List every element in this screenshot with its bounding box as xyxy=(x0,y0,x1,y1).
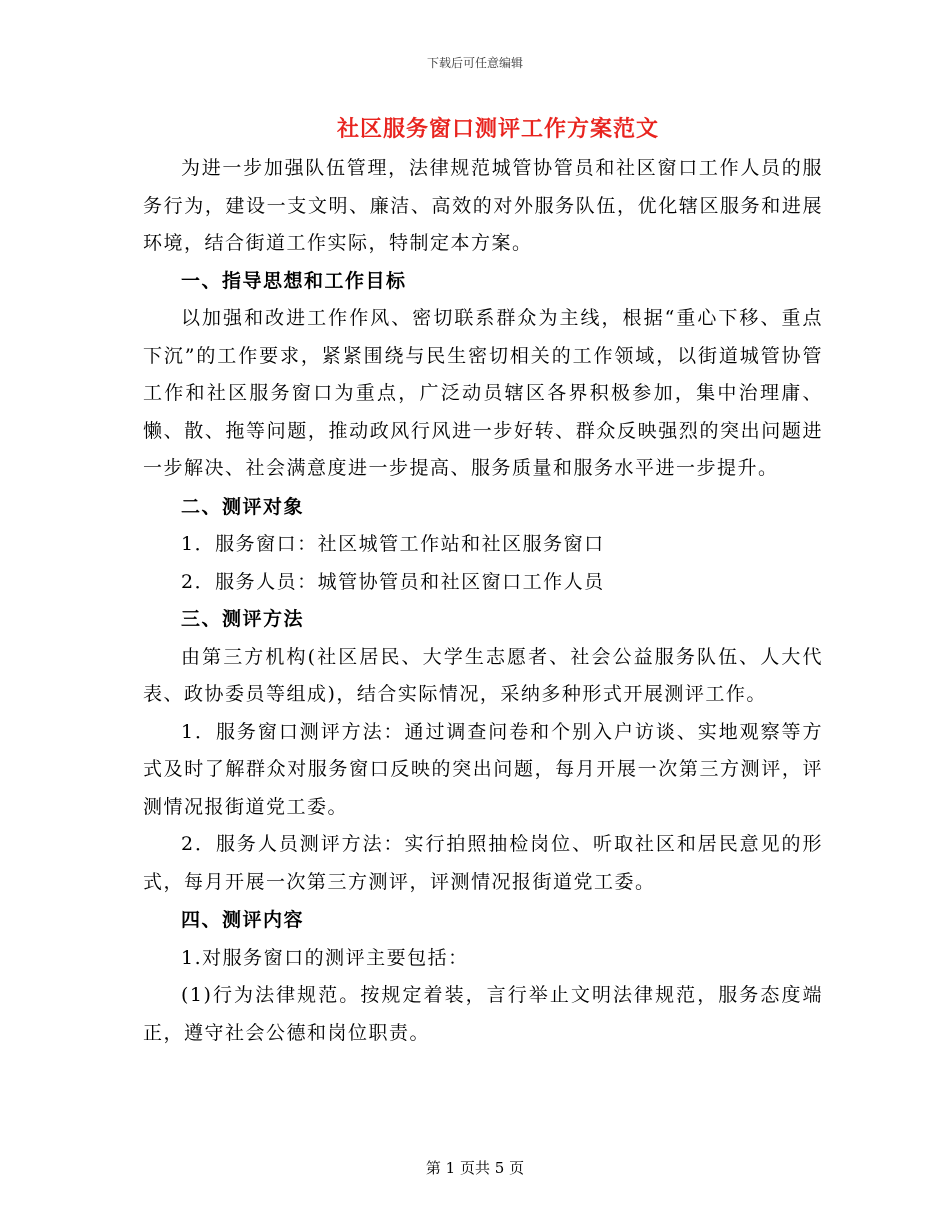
content-subitem-1: (1)行为法律规范。按规定着装，言行举止文明法律规范，服务态度端正，遵守社会公德和岗位职责。 xyxy=(143,984,823,1044)
section-heading-3: 三、测评方法 xyxy=(181,608,305,630)
page-footer: 第 1 页共 5 页 xyxy=(425,1159,525,1177)
document-title: 社区服务窗口测评工作方案范文 xyxy=(336,116,659,142)
section-heading-1: 一、指导思想和工作目标 xyxy=(181,269,407,292)
method-item-2: 2．服务人员测评方法：实行拍照抽检岗位、听取社区和居民意见的形式，每月开展一次第三方测评，评测情况报街道党工委。 xyxy=(143,833,823,893)
section-heading-4: 四、测评内容 xyxy=(181,909,305,931)
intro-paragraph: 为进一步加强队伍管理，法律规范城管协管员和社区窗口工作人员的服务行为，建设一支文明、廉洁、高效的对外服务队伍，优化辖区服务和进展环境，结合街道工作实际，特制定本方案。 xyxy=(143,157,823,254)
target-item-2: 2．服务人员：城管协管员和社区窗口工作人员 xyxy=(181,570,605,593)
method-item-1: 1．服务窗口测评方法：通过调查问卷和个别入户访谈、实地观察等方式及时了解群众对服务窗口反映的突出问题，每月开展一次第三方测评，评测情况报街道党工委。 xyxy=(143,720,823,818)
section-heading-2: 二、测评对象 xyxy=(181,495,305,518)
target-item-1: 1．服务窗口：社区城管工作站和社区服务窗口 xyxy=(181,533,605,555)
guiding-paragraph: 以加强和改进工作作风、密切联系群众为主线，根据“重心下移、重点下沉”的工作要求，紧紧围绕与民生密切相关的工作领域，以街道城管协管工作和社区服务窗口为重点，广泛动员辖区各界积极参加，集中治理庸、懒、散、拖等问题，推动政风行风进一步好转、群众反映强烈的突出问题进一步解决、社会满意度进一步提高、服务质量和服务水平进一步提升。 xyxy=(143,307,823,479)
document-body xyxy=(143,150,823,1052)
content-item-1: 1.对服务窗口的测评主要包括： xyxy=(181,946,469,969)
method-intro-paragraph: 由第三方机构(社区居民、大学生志愿者、社会公益服务队伍、人大代表、政协委员等组成)，结合实际情况，采纳多种形式开展测评工作。 xyxy=(143,645,823,705)
page-header: 下载后可任意编辑 xyxy=(426,56,523,70)
